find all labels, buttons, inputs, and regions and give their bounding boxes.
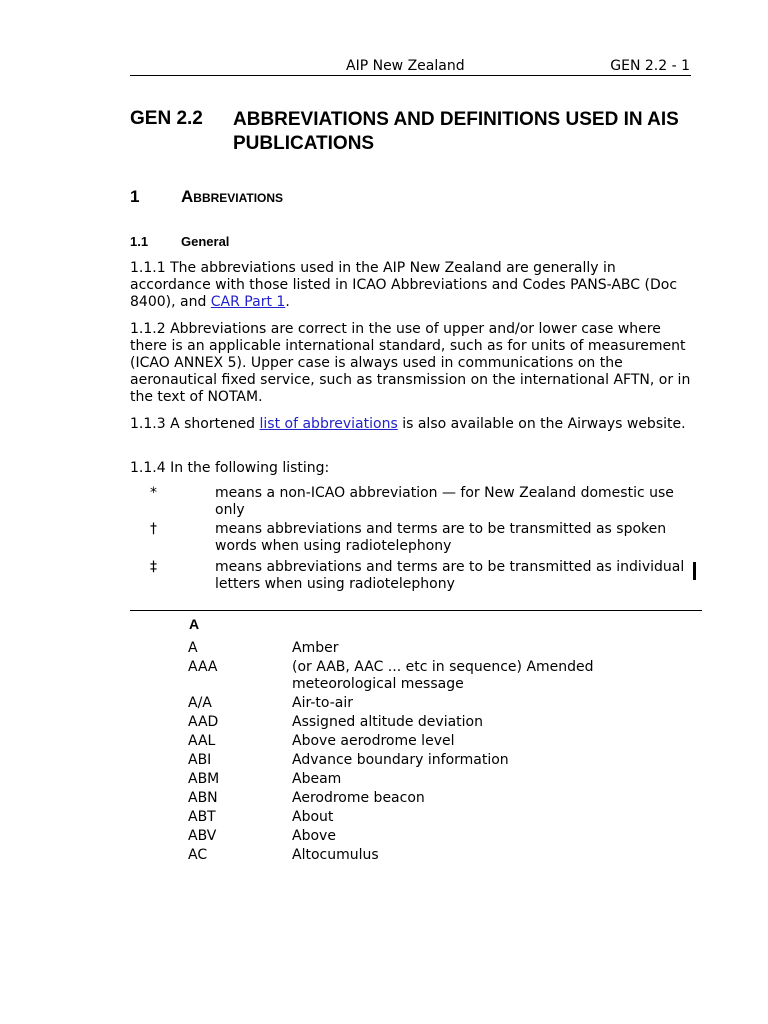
double-dagger-description: means abbreviations and terms are to be transmitted as individual letters when using radiotelephony xyxy=(215,559,685,592)
abbreviation-code: ABI xyxy=(188,752,212,768)
asterisk-description: means a non-ICAO abbreviation — for New Zealand domestic use only xyxy=(215,485,674,518)
abbreviation-row xyxy=(188,809,708,826)
abbreviation-definition: Above xyxy=(292,828,336,844)
header-rule xyxy=(130,75,691,76)
page-title: ABBREVIATIONS AND DEFINITIONS USED IN AIS PUBLICATIONS xyxy=(233,109,679,154)
abbreviation-code: A xyxy=(188,640,198,656)
abbreviation-code: AAD xyxy=(188,714,219,730)
dagger-symbol: † xyxy=(150,521,157,537)
abbreviation-definition: (or AAB, AAC ... etc in sequence) Amended meteorological message xyxy=(292,659,594,692)
section-title: Abbreviations xyxy=(181,187,284,206)
asterisk-symbol: * xyxy=(150,485,157,501)
page-header xyxy=(130,58,690,75)
letter-heading: A xyxy=(189,616,200,632)
abbreviation-definition: Assigned altitude deviation xyxy=(292,714,483,730)
abbreviation-code: AAA xyxy=(188,659,218,675)
abbreviation-list xyxy=(188,640,708,866)
abbreviation-row xyxy=(188,695,708,712)
abbreviation-row xyxy=(188,659,708,693)
section-number: 1 xyxy=(130,187,140,206)
subsection-number: 1.1 xyxy=(130,234,149,249)
dagger-description: means abbreviations and terms are to be transmitted as spoken words when using radiotelephony xyxy=(215,521,667,554)
abbreviation-row xyxy=(188,847,708,864)
paragraph-1-1-1-text: 1.1.1 The abbreviations used in the AIP New Zealand are generally in accordance with those listed in ICAO Abbreviations and Codes PANS-ABC (Doc 8400), and xyxy=(130,260,678,310)
subsection-title: General xyxy=(181,234,230,249)
header-title: AIP New Zealand xyxy=(346,58,465,74)
paragraph-1-1-3-text: 1.1.3 A shortened xyxy=(130,416,260,432)
abbreviation-code: ABN xyxy=(188,790,218,806)
paragraph-1-1-1 xyxy=(130,260,692,311)
abbreviation-row xyxy=(188,771,708,788)
paragraph-1-1-2: 1.1.2 Abbreviations are correct in the use of upper and/or lower case where there is an applicable international standard, such as for units of measurement (ICAO ANNEX 5). Upper case is always used in communications on the aeronautical fixed service, such as transmission on the international AFTN, or in the text of NOTAM. xyxy=(130,321,691,405)
abbreviation-definition: Aerodrome beacon xyxy=(292,790,425,806)
paragraph-1-1-1-end: . xyxy=(285,294,290,310)
header-page-number: GEN 2.2 - 1 xyxy=(610,58,690,74)
abbreviation-definition: Air-to-air xyxy=(292,695,353,711)
table-rule xyxy=(130,610,702,611)
abbreviation-row xyxy=(188,790,708,807)
abbreviation-definition: Advance boundary information xyxy=(292,752,509,768)
abbreviation-definition: Amber xyxy=(292,640,339,656)
abbreviation-definition: Altocumulus xyxy=(292,847,379,863)
change-bar xyxy=(693,562,696,580)
abbreviation-row xyxy=(188,714,708,731)
paragraph-1-1-4: 1.1.4 In the following listing: xyxy=(130,460,330,476)
paragraph-1-1-3 xyxy=(130,416,692,433)
abbreviation-definition: Above aerodrome level xyxy=(292,733,455,749)
paragraph-1-1-3-end: is also available on the Airways website. xyxy=(397,416,686,432)
abbreviation-row xyxy=(188,752,708,769)
abbreviation-code: A/A xyxy=(188,695,212,711)
abbreviation-definition: About xyxy=(292,809,334,825)
double-dagger-symbol: ‡ xyxy=(150,559,157,575)
abbreviation-definition: Abeam xyxy=(292,771,342,787)
abbreviation-row xyxy=(188,828,708,845)
abbreviation-row xyxy=(188,640,708,657)
list-of-abbreviations-link[interactable]: list of abbreviations xyxy=(259,416,398,432)
abbreviation-code: ABT xyxy=(188,809,216,825)
abbreviation-code: AAL xyxy=(188,733,216,749)
gen-code: GEN 2.2 xyxy=(130,108,203,129)
car-part-1-link[interactable]: CAR Part 1 xyxy=(210,294,286,310)
abbreviation-code: ABV xyxy=(188,828,217,844)
abbreviation-code: AC xyxy=(188,847,208,863)
abbreviation-row xyxy=(188,733,708,750)
abbreviation-code: ABM xyxy=(188,771,220,787)
